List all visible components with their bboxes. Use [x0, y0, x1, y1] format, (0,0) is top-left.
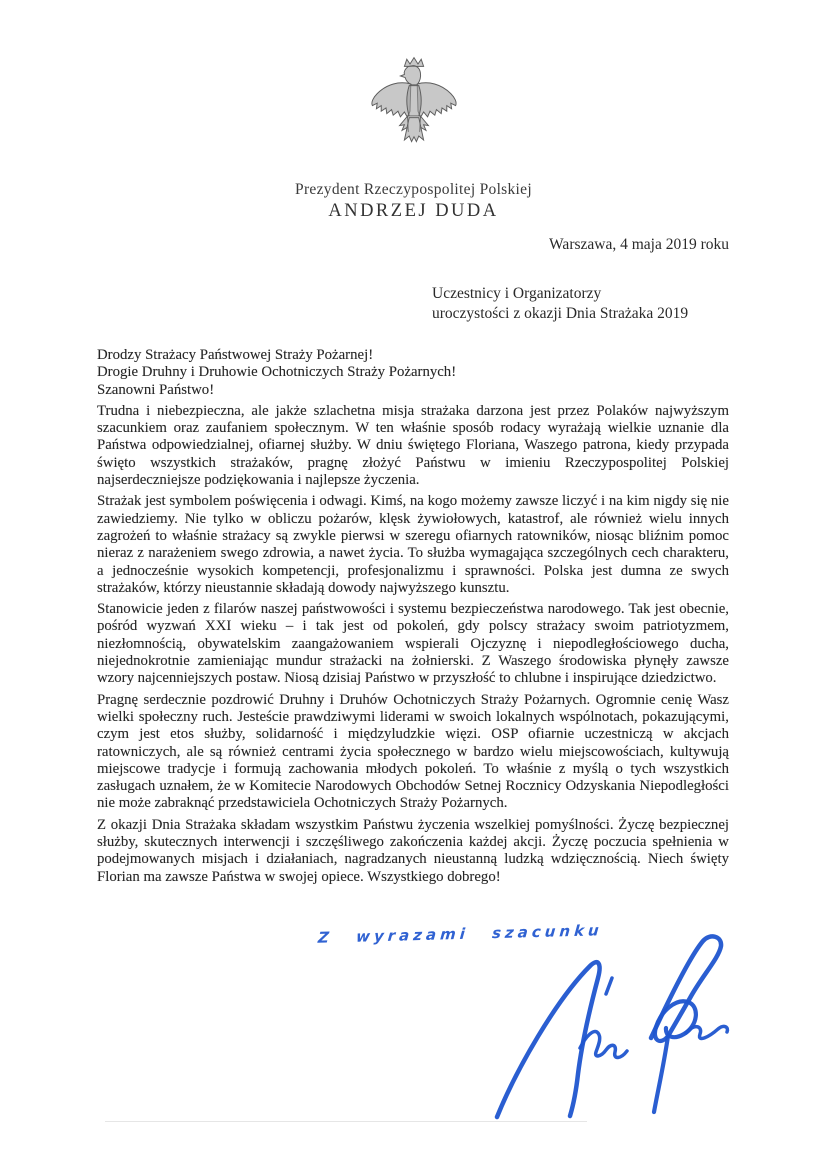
handwritten-closing: Z wyrazami szacunku [317, 921, 604, 947]
letterhead-emblem [366, 56, 462, 156]
paragraph-4: Pragnę serdecznie pozdrowić Druhny i Druhów Ochotniczych Straży Pożarnych. Ogromnie cenię Wasz wielki społeczny ruch. Jesteście prawdziwymi liderami w swoich lokalnych wspólnotach, pokazującymi, czym jest etos służby, solidarność i międzyludzkie więzi. OSP ofiarnie uczestniczą w akcjach ratowniczych, ale są również centrami życia społecznego w bardzo wielu miejscowościach, kultywują miejscowe tradycje i formują zachowania młodych pokoleń. To właśnie z myślą o tych wszystkich zasługach uznałem, że w Komitecie Narodowych Obchodów Setnej Rocznicy Odzyskania Niepodległości nie może zabraknąć przedstawiciela Ochotniczych Straży Pożarnych. [97, 691, 729, 812]
salutation-line-2: Drogie Druhny i Druhowie Ochotniczych Straży Pożarnych! [97, 364, 457, 381]
letterhead-sender-name: ANDRZEJ DUDA [328, 201, 499, 221]
polish-eagle-icon [366, 56, 462, 156]
salutation-line-3: Szanowni Państwo! [97, 381, 215, 398]
paragraph-5: Z okazji Dnia Strażaka składam wszystkim Państwu życzenia wszelkiej pomyślności. Życzę bezpiecznej służby, skutecznych interwencji i szczęśliwego zakończenia każdej akcji. Życzę poczucia spełnienia w podejmowanych misjach i działaniach, nagradzanych nieustanną ludzką wdzięcznością. Niech święty Florian ma zawsze Państwa w swojej opiece. Wszystkiego dobrego! [97, 816, 729, 885]
scan-artifact-line [105, 1121, 587, 1122]
addressee-line-1: Uczestnicy i Organizatorzy [432, 285, 602, 302]
paragraph-3: Stanowicie jeden z filarów naszej państwowości i systemu bezpieczeństwa narodowego. Tak jest obecnie, pośród wyzwań XXI wieku – i tak jest od pokoleń, gdy polscy strażacy swoim patriotyzmem, niezłomnością, obywatelskim zaangażowaniem wspierali Ojczyznę i niepodległościowego ducha, niejednokrotnie zamieniając mundur strażacki na żołnierski. Z Waszego środowiska płynęły zawsze wzory najcenniejszych postaw. Niosą dzisiaj Państwo w przyszłość to chlubne i inspirujące dziedzictwo. [97, 601, 729, 687]
addressee-line-2: uroczystości z okazji Dnia Strażaka 2019 [432, 304, 689, 322]
salutation-line-1: Drodzy Strażacy Państwowej Straży Pożarnej! [97, 347, 374, 363]
signature-andrzej-duda-icon [486, 930, 736, 1120]
paragraph-1: Trudna i niebezpieczna, ale jakże szlachetna misja strażaka darzona jest przez Polaków najwyższym szacunkiem oraz zaufaniem społecznym. W ten właśnie sposób rodacy wyrażają wielkie uznanie dla Państwa odpowiedzialnej, ofiarnej służby. W dniu świętego Floriana, Waszego patrona, kiedy przypada święto wszystkich strażaków, pragnę złożyć Państwu w imieniu Rzeczypospolitej Polskiej najserdeczniejsze podziękowania i najlepsze życzenia. [97, 402, 729, 489]
letter-body [97, 347, 729, 890]
letterhead-office-title: Prezydent Rzeczypospolitej Polskiej [295, 181, 532, 198]
addressee-block [432, 284, 688, 323]
paragraph-2: Strażak jest symbolem poświęcenia i odwagi. Kimś, na kogo możemy zawsze liczyć i na kim nigdy się nie zawiedziemy. Nie tylko w obliczu pożarów, klęsk żywiołowych, katastrof, ale również wielu innych zagrożeń to właśnie strażacy są zwykle pierwsi w szeregu ofiarnych ratowników, niosąc bliźnim pomoc nieraz z narażeniem swego zdrowia, a nawet życia. To służba wymagająca szczególnych cech charakteru, a jednocześnie wysokich kompetencji, profesjonalizmu i sprawności. Polska jest dumna ze swych strażaków, którzy nieustannie składają dowody najwyższego kunsztu. [97, 493, 729, 596]
salutation-block [97, 347, 729, 399]
dateline: Warszawa, 4 maja 2019 roku [549, 236, 729, 253]
